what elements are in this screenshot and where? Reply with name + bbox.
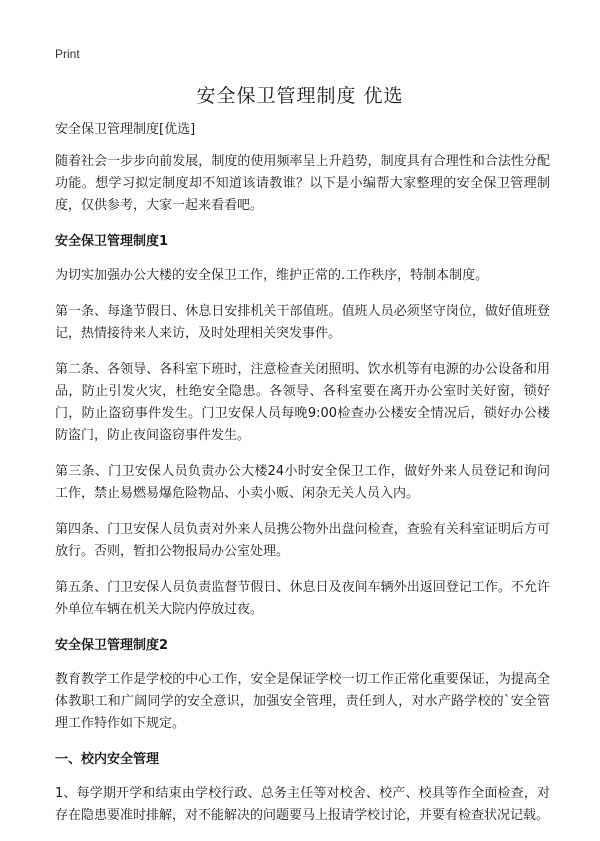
- section-heading: 安全保卫管理制度2: [55, 638, 169, 653]
- paragraph: 第五条、门卫安保人员负责监督节假日、休息日及夜间车辆外出返回登记工作。不允许外单位车辆在机关大院内停放过夜。: [55, 580, 550, 617]
- paragraph: 为切实加强办公大楼的安全保卫工作，维护正常的.工作秩序，特制本制度。: [55, 268, 489, 283]
- intro-paragraph: 随着社会一步步向前发展，制度的使用频率呈上升趋势，制度具有合理性和合法性分配功能。想学习拟定制度却不知道该请教谁？以下是小编帮大家整理的安全保卫管理制度，仅供参考，大家一起来看看吧。: [55, 154, 550, 213]
- print-label[interactable]: Print: [55, 47, 80, 61]
- document-title: 安全保卫管理制度 优选: [196, 85, 404, 107]
- paragraph: 第三条、门卫安保人员负责办公大楼24小时安全保卫工作，做好外来人员登记和询问工作，禁止易燃易爆危险物品、小卖小贩、闲杂无关人员入内。: [55, 464, 550, 501]
- paragraph: 教育教学工作是学校的中心工作，安全是保证学校一切工作正常化重要保证，为提高全体教职工和广阔同学的安全意识，加强安全管理，责任到人，对水产路学校的`安全管理工作特作如下规定。: [55, 672, 550, 731]
- document-subtitle: 安全保卫管理制度[优选]: [55, 122, 196, 137]
- paragraph: 第一条、每逢节假日、休息日安排机关干部值班。值班人员必须坚守岗位，做好值班登记，热情接待来人来访，及时处理相关突发事件。: [55, 304, 550, 341]
- section-heading: 安全保卫管理制度1: [55, 234, 169, 249]
- document-body: [55, 119, 550, 841]
- paragraph: 第四条、门卫安保人员负责对外来人员携公物外出盘问检查，查验有关科室证明后方可放行。否则，暂扣公物报局办公室处理。: [55, 522, 550, 559]
- subsection-heading: 一、校内安全管理: [55, 752, 160, 767]
- paragraph: 第二条、各领导、各科室下班时，注意检查关闭照明、饮水机等有电源的办公设备和用品，防止引发火灾，杜绝安全隐患。各领导、各科室要在离开办公室时关好窗，锁好门，防止盗窃事件发生。门卫安保人员每晚9:00检查办公楼安全情况后，锁好办公楼防盗门，防止夜间盗窃事件发生。: [55, 362, 550, 443]
- list-item: 1、每学期开学和结束由学校行政、总务主任等对校舍、校产、校具等作全面检查，对存在隐患要准时排解，对不能解决的问题要马上报请学校讨论，并要有检查状况记载。: [55, 786, 550, 823]
